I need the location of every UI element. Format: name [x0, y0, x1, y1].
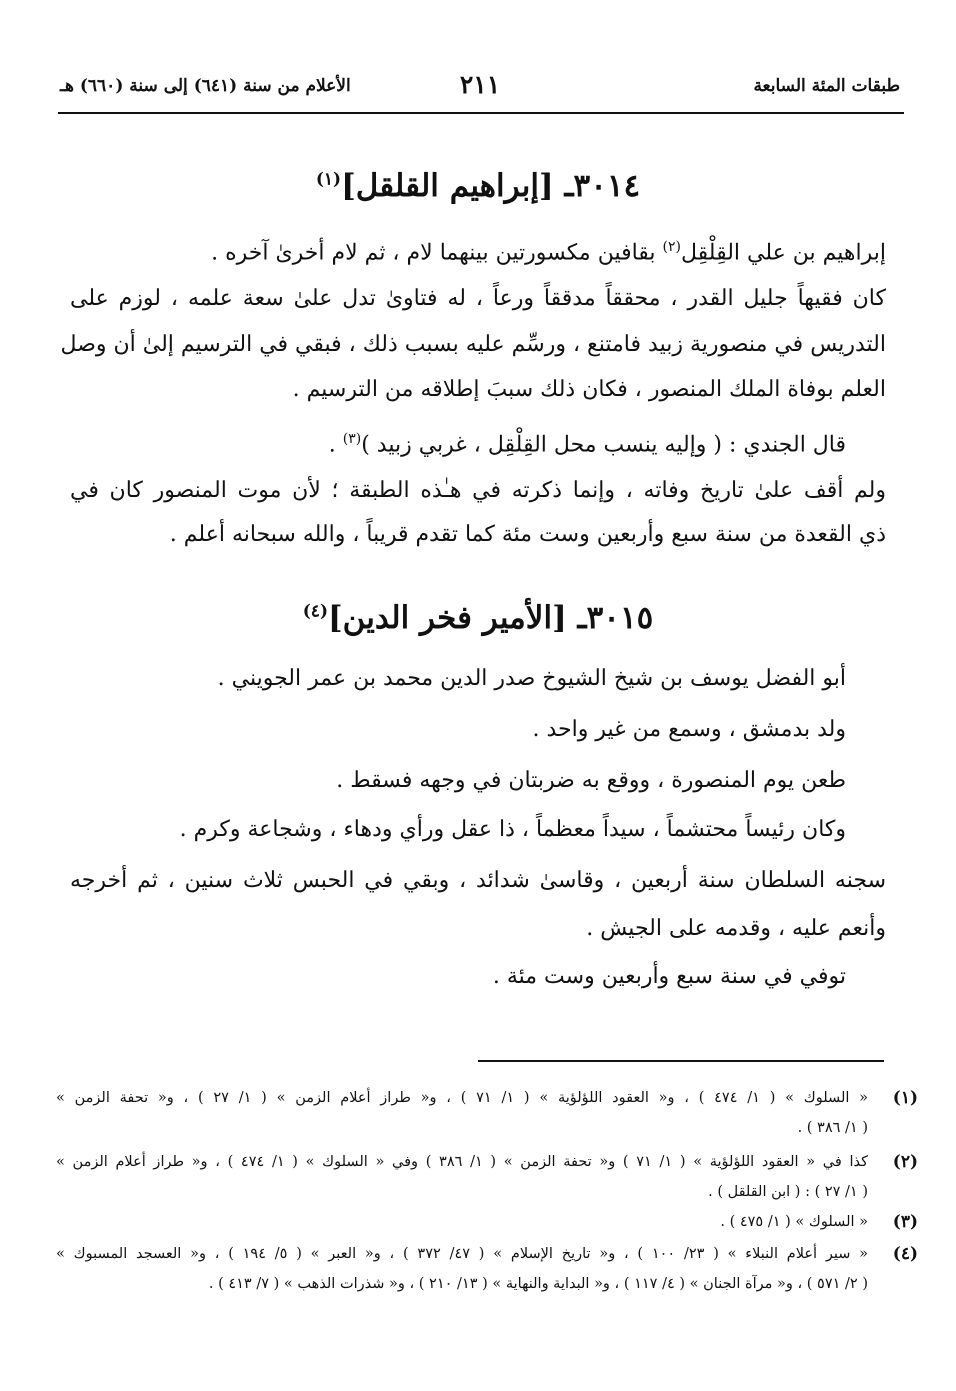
line-text: قال الجندي : ( وإليه ينسب محل القِلْقِل ، غربي زبيد ): [361, 432, 846, 458]
footnote-ref: (٣): [342, 431, 362, 447]
footnote-divider: [478, 1060, 884, 1062]
line-text: ولم أقف علىٰ تاريخ وفاته ، وإنما ذكرته في هـٰذه الطبقة ؛ لأن موت المنصور كان في: [70, 478, 886, 503]
line-text: توفي في سنة سبع وأربعين وست مئة .: [492, 964, 846, 989]
line-text: ذي القعدة من سنة سبع وأربعين وست مئة كما تقدم قريباً ، والله سبحانه أعلم .: [169, 522, 886, 547]
body-line: [180, 815, 846, 845]
body-line: [532, 715, 846, 745]
line-text: سجنه السلطان سنة أربعين ، وقاسىٰ شدائد ، وبقي في الحبس ثلاث سنين ، ثم أخرجه: [70, 868, 886, 893]
page-number: ٢١١: [459, 70, 501, 99]
footnote-line: ( ١/ ٢٧ ) : ( ابن القلقل ) .: [708, 1184, 868, 1200]
line-text: طعن يوم المنصورة ، ووقع به ضربتان في وجهه فسقط .: [336, 768, 846, 793]
body-line: [170, 520, 886, 550]
footnote-line: « السلوك » ( ١/ ٤٧٥ ) .: [720, 1214, 868, 1230]
body-line: [493, 962, 846, 992]
footnote-line: « سير أعلام النبلاء » ( ٢٣/ ١٠٠ ) ، و« تاريخ الإسلام » ( ٤٧/ ٣٧٢ ) ، و« العبر » ( ٥/ ١٩٤ ) ، و« العسجد المسبوك »: [56, 1246, 868, 1262]
header-section-title: طبقات المئة السابعة: [753, 76, 900, 96]
header-divider: [58, 112, 904, 114]
footnote-line: « السلوك » ( ١/ ٤٧٤ ) ، و« العقود اللؤلؤية » ( ١/ ٧١ ) ، و« طراز أعلام الزمن » ( ١/ ٢٧ ) ، و« تحفة الزمن »: [56, 1090, 869, 1106]
line-text: إبراهيم بن علي القِلْقِل: [681, 240, 886, 266]
body-line: [70, 284, 886, 314]
line-text: ولد بدمشق ، وسمع من غير واحد .: [532, 717, 846, 742]
body-line: [293, 375, 886, 405]
entry-title-text: ٣٠١٥ـ [الأمير فخر الدين]: [327, 600, 654, 636]
header-range-title: الأعلام من سنة (٦٤١) إلى سنة (٦٦٠) هـ: [60, 76, 351, 96]
footnote-ref: (١): [315, 169, 342, 190]
body-line: [70, 866, 886, 896]
line-text: .: [328, 432, 343, 458]
entry-title-text: ٣٠١٤ـ [إبراهيم القلقل]: [341, 168, 641, 204]
line-text: التدريس في منصورية زبيد فامتنع ، ورسِّم عليه بسبب ذلك ، فبقي في الترسيم إلىٰ أن وصل: [60, 332, 886, 357]
body-line: [586, 914, 886, 944]
footnote-ref: (٢): [662, 239, 682, 255]
body-line: [211, 232, 886, 268]
body-line: [218, 664, 846, 694]
footnote-line: كذا في « العقود اللؤلؤية » ( ١/ ٧١ ) و« تحفة الزمن » ( ١/ ٣٨٦ ) وفي « السلوك » ( ١/ ٤٧٤ ) ، و« طراز أعلام الزمن »: [56, 1154, 869, 1170]
footnote-ref: (٤): [302, 601, 328, 622]
footnote-number: (٢): [892, 1152, 918, 1172]
body-line: [60, 330, 886, 360]
line-text: وكان رئيساً محتشماً ، سيداً معظماً ، ذا عقل ورأي ودهاء ، وشجاعة وكرم .: [179, 817, 846, 842]
line-text: كان فقيهاً جليل القدر ، محققاً مدققاً ورعاً ، له فتاوىٰ تدل علىٰ سعة علمه ، لوزم على: [70, 286, 886, 311]
footnote-number: (١): [892, 1088, 918, 1108]
entry-title: [0, 168, 956, 204]
line-text: العلم بوفاة الملك المنصور ، فكان ذلك سببَ إطلاقه من الترسيم .: [292, 377, 886, 402]
footnote-number: (٤): [892, 1244, 918, 1264]
line-text: بقافين مكسورتين بينهما لام ، ثم لام أخرىٰ آخره .: [211, 240, 663, 266]
body-line: [329, 424, 846, 460]
running-header: [60, 62, 900, 102]
footnote-line: ( ٢/ ٥٧١ ) ، و« مرآة الجنان » ( ٤/ ١١٧ ) ، و« البداية والنهاية » ( ١٣/ ٢١٠ ) ، و« شذرات الذهب » ( ٧/ ٤١٣ ) .: [208, 1276, 868, 1292]
body-line: [336, 766, 846, 796]
entry-title: [0, 600, 956, 636]
line-text: أبو الفضل يوسف بن شيخ الشيوخ صدر الدين محمد بن عمر الجويني .: [217, 666, 846, 691]
line-text: وأنعم عليه ، وقدمه على الجيش .: [586, 916, 886, 941]
footnote-number: (٣): [892, 1212, 918, 1232]
body-line: [70, 476, 886, 506]
footnote-line: ( ١/ ٣٨٦ ) .: [797, 1120, 868, 1136]
